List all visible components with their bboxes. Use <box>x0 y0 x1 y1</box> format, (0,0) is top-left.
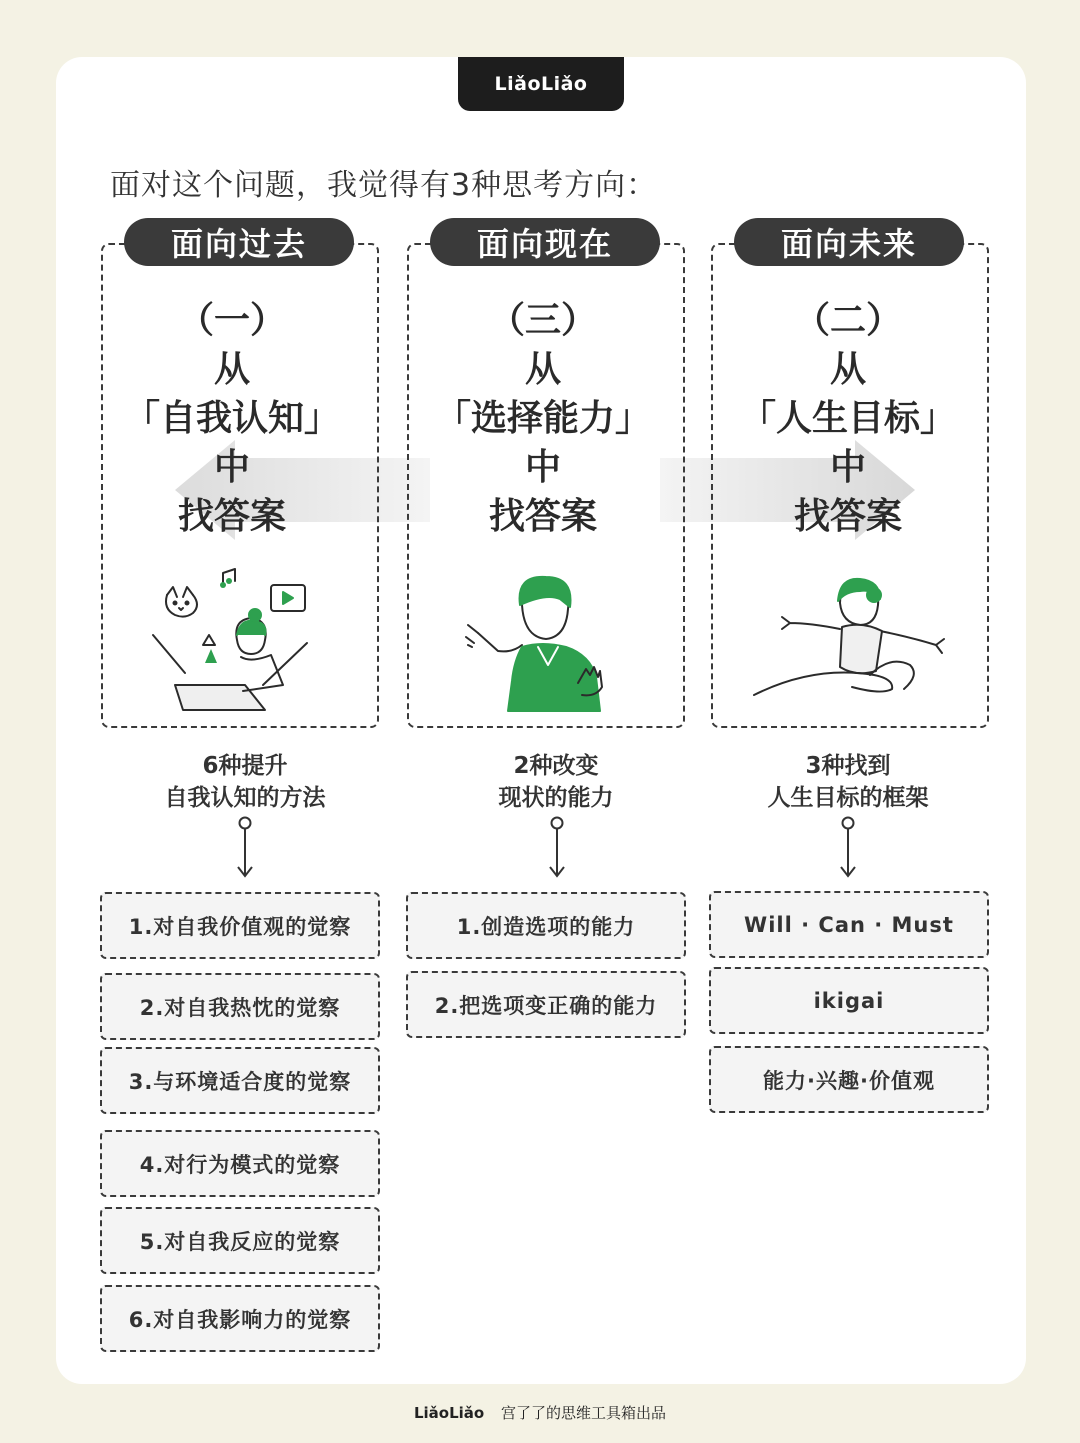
list-item: 4.对行为模式的觉察 <box>100 1130 380 1197</box>
pointing-person-illustration <box>460 575 620 715</box>
intro-text: 面对这个问题，我觉得有3种思考方向： <box>110 168 658 203</box>
list-item: 5.对自我反应的觉察 <box>100 1207 380 1274</box>
subtitle-line1: 2种改变 <box>513 753 599 779</box>
list-item: Will · Can · Must <box>709 891 989 958</box>
heading-from: 从 <box>524 349 561 390</box>
subtitle-present <box>406 750 706 814</box>
list-item: 1.对自我价值观的觉察 <box>100 892 380 959</box>
subtitle-future <box>698 750 998 814</box>
pill-past: 面向过去 <box>124 218 354 266</box>
subtitle-line2: 人生目标的框架 <box>767 785 929 811</box>
heading-middle: 中 <box>213 447 250 488</box>
heading-answer: 找答案 <box>488 496 597 537</box>
heading-answer: 找答案 <box>793 496 902 537</box>
heading-number: （三） <box>488 300 597 341</box>
column-future-heading <box>713 296 983 541</box>
heading-answer: 找答案 <box>177 496 286 537</box>
list-item: 1.创造选项的能力 <box>406 892 686 959</box>
heading-number: （二） <box>793 300 902 341</box>
stretching-person-illustration <box>750 575 950 705</box>
list-item: ikigai <box>709 967 989 1034</box>
footer-brand: LiǎoLiǎo <box>413 1404 485 1422</box>
down-arrow-icon <box>837 815 859 879</box>
heading-topic: 「选择能力」 <box>434 398 651 439</box>
footer <box>0 1402 1080 1423</box>
down-arrow-icon <box>234 815 256 879</box>
pill-future: 面向未来 <box>734 218 964 266</box>
subtitle-past <box>95 750 395 814</box>
list-item: 2.把选项变正确的能力 <box>406 971 686 1038</box>
heading-from: 从 <box>213 349 250 390</box>
subtitle-line1: 3种找到 <box>805 753 891 779</box>
list-item: 6.对自我影响力的觉察 <box>100 1285 380 1352</box>
list-item: 2.对自我热忱的觉察 <box>100 973 380 1040</box>
column-past-heading <box>97 296 367 541</box>
down-arrow-icon <box>546 815 568 879</box>
list-item: 能力·兴趣·价值观 <box>709 1046 989 1113</box>
heading-middle: 中 <box>829 447 866 488</box>
heading-topic: 「人生目标」 <box>739 398 956 439</box>
heading-from: 从 <box>829 349 866 390</box>
subtitle-line2: 现状的能力 <box>498 785 614 811</box>
brand-logo: LiǎoLiǎo <box>458 57 624 111</box>
laptop-person-illustration <box>145 565 325 720</box>
heading-topic: 「自我认知」 <box>123 398 340 439</box>
column-present-heading <box>408 296 678 541</box>
pill-present: 面向现在 <box>430 218 660 266</box>
footer-text: 宫了了的思维工具箱出品 <box>501 1404 667 1422</box>
subtitle-line2: 自我认知的方法 <box>164 785 326 811</box>
heading-middle: 中 <box>524 447 561 488</box>
subtitle-line1: 6种提升 <box>202 753 288 779</box>
list-item: 3.与环境适合度的觉察 <box>100 1047 380 1114</box>
heading-number: （一） <box>177 300 286 341</box>
